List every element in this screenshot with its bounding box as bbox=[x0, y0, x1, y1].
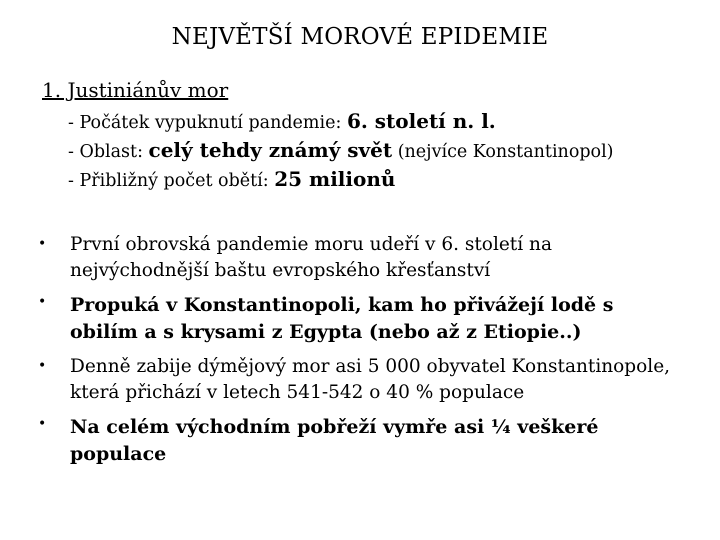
bullet-dot-icon: • bbox=[38, 358, 47, 374]
detail-area-label: - Oblast: bbox=[68, 142, 149, 162]
detail-area bbox=[68, 138, 614, 162]
bullet-list bbox=[32, 232, 672, 476]
list-item bbox=[32, 354, 672, 406]
detail-victims bbox=[68, 167, 395, 191]
bullet-dot-icon: • bbox=[38, 236, 47, 252]
list-item bbox=[32, 414, 672, 468]
detail-victims-label: - Přibližný počet obětí: bbox=[68, 171, 275, 191]
section-heading: 1. Justiniánův mor bbox=[42, 78, 229, 102]
detail-start-label: - Počátek vypuknutí pandemie: bbox=[68, 113, 347, 133]
bullet-dot-icon: • bbox=[38, 416, 47, 432]
bullet-text: Na celém východním pobřeží vymře asi ¼ veškeré populace bbox=[70, 416, 599, 465]
bullet-dot-icon: • bbox=[38, 294, 47, 310]
bullet-text: Propuká v Konstantinopoli, kam ho přivážejí lodě s obilím a s krysami z Egypta (nebo až z Etiopie..) bbox=[70, 294, 614, 343]
detail-area-value: celý tehdy známý svět bbox=[148, 138, 393, 162]
bullet-text: Denně zabije dýmějový mor asi 5 000 obyvatel Konstantinopole, která přichází v letech 541-542 o 40 % populace bbox=[70, 356, 671, 403]
list-item bbox=[32, 292, 672, 346]
list-item bbox=[32, 232, 672, 284]
bullet-text: První obrovská pandemie moru udeří v 6. století na nejvýchodnější baštu evropského křesťanství bbox=[70, 234, 552, 281]
detail-area-rest: (nejvíce Konstantinopol) bbox=[392, 142, 614, 162]
detail-start bbox=[68, 109, 496, 133]
slide-title: NEJVĚTŠÍ MOROVÉ EPIDEMIE bbox=[171, 24, 549, 50]
detail-victims-value: 25 milionů bbox=[274, 167, 396, 191]
detail-start-value: 6. století n. l. bbox=[346, 109, 496, 133]
